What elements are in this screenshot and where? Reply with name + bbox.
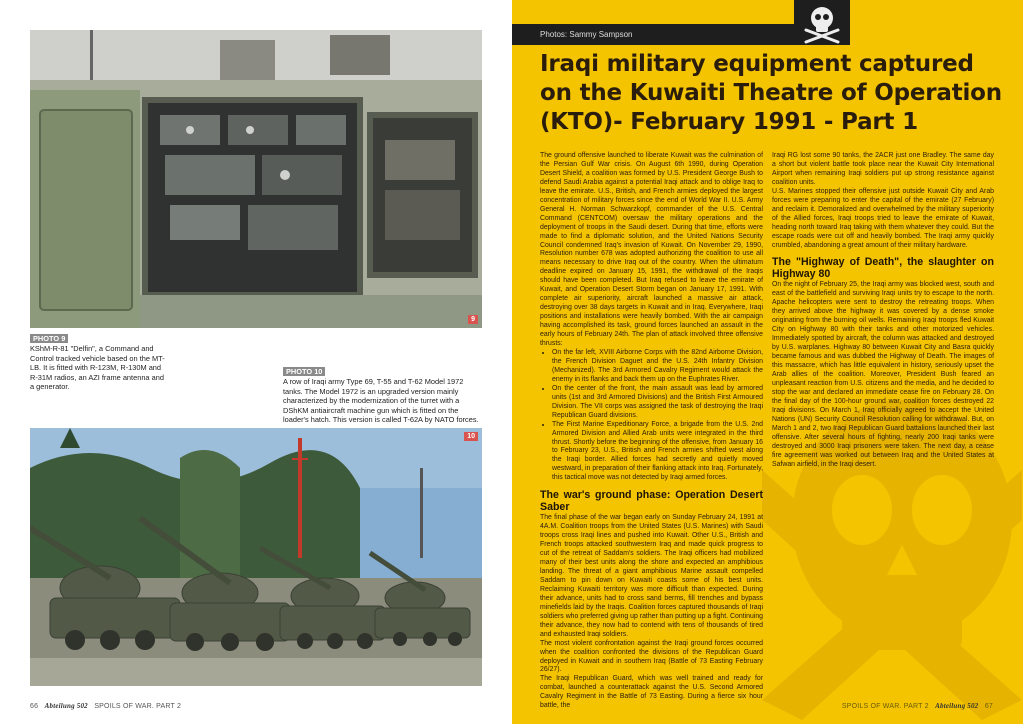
- col1-bullet-2: • On the center of the front, the main assault was lead by armored units (1st and 3rd Armored Divisions) and the British First Armoured Division. The VII corps was assigned the task of destroying the Iraqi Republican Guard divisions.: [552, 385, 763, 421]
- col1-bullet-3: • The First Marine Expeditionary Force, a brigade from the U.S. 2nd Armored Division and Allied Arab units were integrated in the third thrust. Shortly before the beginning of the offensive, from January 16 to February 23, U.S., British and French armies shifted west along the Iraqi border. Allied forces had secretly and quietly moved westward, in preparation of their flanking attack into Iraq. Fortunately, this tactical move was not detected by Iraqi armed forces.: [552, 421, 763, 484]
- left-series: SPOILS OF WAR. PART 2: [94, 703, 182, 710]
- article-headline: Iraqi military equipment captured on the Kuwaiti Theatre of Operation (KTO)- February 1991 - Part 1: [540, 51, 1002, 135]
- col1-para-2: The final phase of the war began early on Sunday February 24, 1991 at 4A.M. Coalition troops from the United States (U.S. Marines) with Saudi troops cross Iraqi lines and pushed into Kuwait. Other U.S., British and French troops attacked southwestern Iraq and made quick progress to cut of the retreat of Saddam's soldiers. The Iraqi officers had mobilized many of their best units along the shore and expected an amphibious landing. The threat of a giant amphibious Marine assault compelled Saddam to pin down on Kuwaiti coasts some of his best units. Reclaiming Kuwaiti territory was more difficult than expected. During their advance, units had to cross sand berms, fill trenches and bypass minefields laid by the Iraqis. Coalition forces captured thousands of Iraqi soldiers who preferred giving up rather than putting up a fight. Continuing their advance, they now had to contend with tens of thousands of tired and exhausted Iraqi soldiers.: [540, 514, 763, 638]
- photo-credit: Photos: Sammy Sampson: [540, 30, 633, 39]
- right-footer: [842, 702, 993, 710]
- photo-9-caption-text: KShM-R-81 "Delfin", a Command and Control tracked vehicle based on the MT-LB. It is fitted with R-123M, R-130M and R-31M radios, an AZI frame antenna and a generator.: [30, 344, 165, 392]
- col1-bullets: [540, 349, 763, 483]
- left-brand: Abteilung 502: [44, 702, 88, 710]
- left-footer: [30, 702, 181, 710]
- credit-bar: [512, 24, 794, 45]
- left-page-number: 66: [30, 703, 39, 710]
- photo-9-command-vehicle: [30, 30, 482, 328]
- article-column-2: [772, 152, 994, 470]
- photo-9-caption-title: PHOTO 9: [30, 334, 68, 343]
- col1-para-3: The most violent confrontation against the Iraqi ground forces occurred when the coalition confronted the divisions of the Republican Guard deployed in Kuwait and in southern Iraq (Battle of 73 Easting February 26/27).: [540, 639, 763, 674]
- skull-crossbones-icon: [794, 0, 850, 45]
- right-page-number: 67: [984, 703, 993, 710]
- photo-9-number: 9: [468, 315, 478, 324]
- col1-subheading: The war's ground phase: Operation Desert Saber: [540, 489, 763, 514]
- col1-para-1: The ground offensive launched to liberate Kuwait was the culmination of the Persian Gulf War crisis. On August 6th 1990, during Operation Desert Shield, a coalition was formed by U.S. President George Bush to defend Saudi Arabia against a potential Iraqi attack and to oblige Iraq to leave the emirate. U.S., British, and French armies deployed the largest concentration of military forces since the end of World War II. U.S. Army General H. Norman Schwarzkopf, commander of the U.S. Central Command (CENTCOM) oversaw the military operations and the deployment of troops in the Saudi desert. During that time, efforts were made to find a diplomatic solution, and the United Nations Security Council condemned Iraq's invasion of Kuwait. On November 29, 1990, Resolution number 678 was adopted authorizing the coalition to use all means necessary to drive Iraq out of the country. When the ultimatum deadline expired on January 15, 1991, the withdrawal of the Iraqis should have been completed. But Iraq refused to leave the emirate of Kuwait, and Operation Desert Storm began on January 17, 1991. With complete air superiority, aircraft launched a massive air attack, destroying over 38 days targets in Kuwait and in Iraq. Everywhere, Iraqi positions and installations were heavily bombed. With the air campaign having accomplished its task, ground forces launched an assault in the early hours of February 24th. The plan of attack involved three offensive thrusts:: [540, 152, 763, 348]
- col2-para-3: On the night of February 25, the Iraqi army was blocked west, south and east of the battlefield and surviving Iraqi units try to escape to the north. Apache helicopters were sent to destroy the retreating troops. When they arrived above the highway it was covered by a dense smoke originating from the burning oil wells. Remaining Iraqi troops fled Kuwait City on Highway 80 with their tanks and other motorized vehicles. Immediately spotted by aircraft, the column was attacked and destroyed by U.S. warplanes. Highway 80 between Kuwait City and Basra quickly became famous and was dubbed the Highway of Death. The images of this massacre, which has little equivalent in history, seriously upset the Arab allies of the coalition. Moreover, President Bush feared an unpleasant reaction from U.S. citizens and the media, and he decided to stop the war and declared an immediate cease fire on February 28. On the final day of the 100-hour ground war, coalition forces destroyed 22 Iraqi divisions. On March 1, Iraq officially agreed to accept the United Nations (UN) Security Council Resolution calling for withdrawal. But, on March 1 and 2, two Iraqi Republican Guard battalions launched their last offensive. After several hours of fighting, nearly 200 Iraqi tanks were destroyed and 3000 Iraqi prisoners were taken. The next day, a cease fire agreement was worked out between Iraq and the United States at Safwan airfield, in the Iraqi desert.: [772, 281, 994, 468]
- photo-10-caption: [283, 367, 483, 424]
- col2-subheading: The "Highway of Death", the slaughter on Highway 80: [772, 256, 994, 281]
- photo-10-tanks: [30, 428, 482, 686]
- col2-para-1: Iraqi RG lost some 90 tanks, the 2ACR just one Bradley. The same day a short but violent battle took place near the Kuwait City International Airport when remaining Iraqi soldiers put up strong resistance against coalition units.: [772, 152, 994, 186]
- photo-10-number: 10: [464, 432, 478, 441]
- skull-badge: [794, 0, 850, 45]
- right-page: [512, 0, 1023, 724]
- right-series: SPOILS OF WAR. PART 2: [841, 703, 929, 710]
- photo-10-caption-title: PHOTO 10: [283, 367, 325, 376]
- col1-bullet-1: • On the far left, XVIII Airborne Corps with the 82nd Airborne Division, the French Division Daguet and the U.S. 24th Infantry Division (Mechanized). The 3rd Armored Cavalry Regiment would attack the enemy in its flanks and back them up on the Euphrates River.: [552, 349, 763, 385]
- col2-para-2: U.S. Marines stopped their offensive just outside Kuwait City and Arab forces were preparing to enter the capital of the emirate (27 February) and reclaim it. Demoralized and overwhelmed by the military superiority of the Allied forces, Iraqi troops tried to leave the emirate of Kuwait, heading north toward Iraq taking with them whatever they could. But the escape roads were cut off and heavily bombed. The Iraqi army quickly crumbled, abandoning a great amount of their military hardware.: [772, 187, 994, 249]
- col1-para-4: The Iraqi Republican Guard, which was well trained and ready for combat, launched a counterattack against the U.S. Second Armored Cavalry Regiment in the Battle of 73 Easting. During a fierce six hour battle, the: [540, 675, 763, 710]
- command-vehicle-illustration: [30, 30, 482, 328]
- article-column-1: [540, 152, 763, 711]
- photo-10-caption-text: A row of Iraqi army Type 69, T-55 and T-62 Model 1972 tanks. The Model 1972 is an upgraded version mainly characterized by the modernization of the turret with a DShKM antiaircraft machine gun which is fitted on the loader's hatch. This version is called T-62A by NATO forces.: [283, 377, 479, 425]
- right-brand: Abteilung 502: [935, 702, 979, 710]
- tanks-illustration: [30, 428, 482, 686]
- photo-9-caption: [30, 334, 170, 391]
